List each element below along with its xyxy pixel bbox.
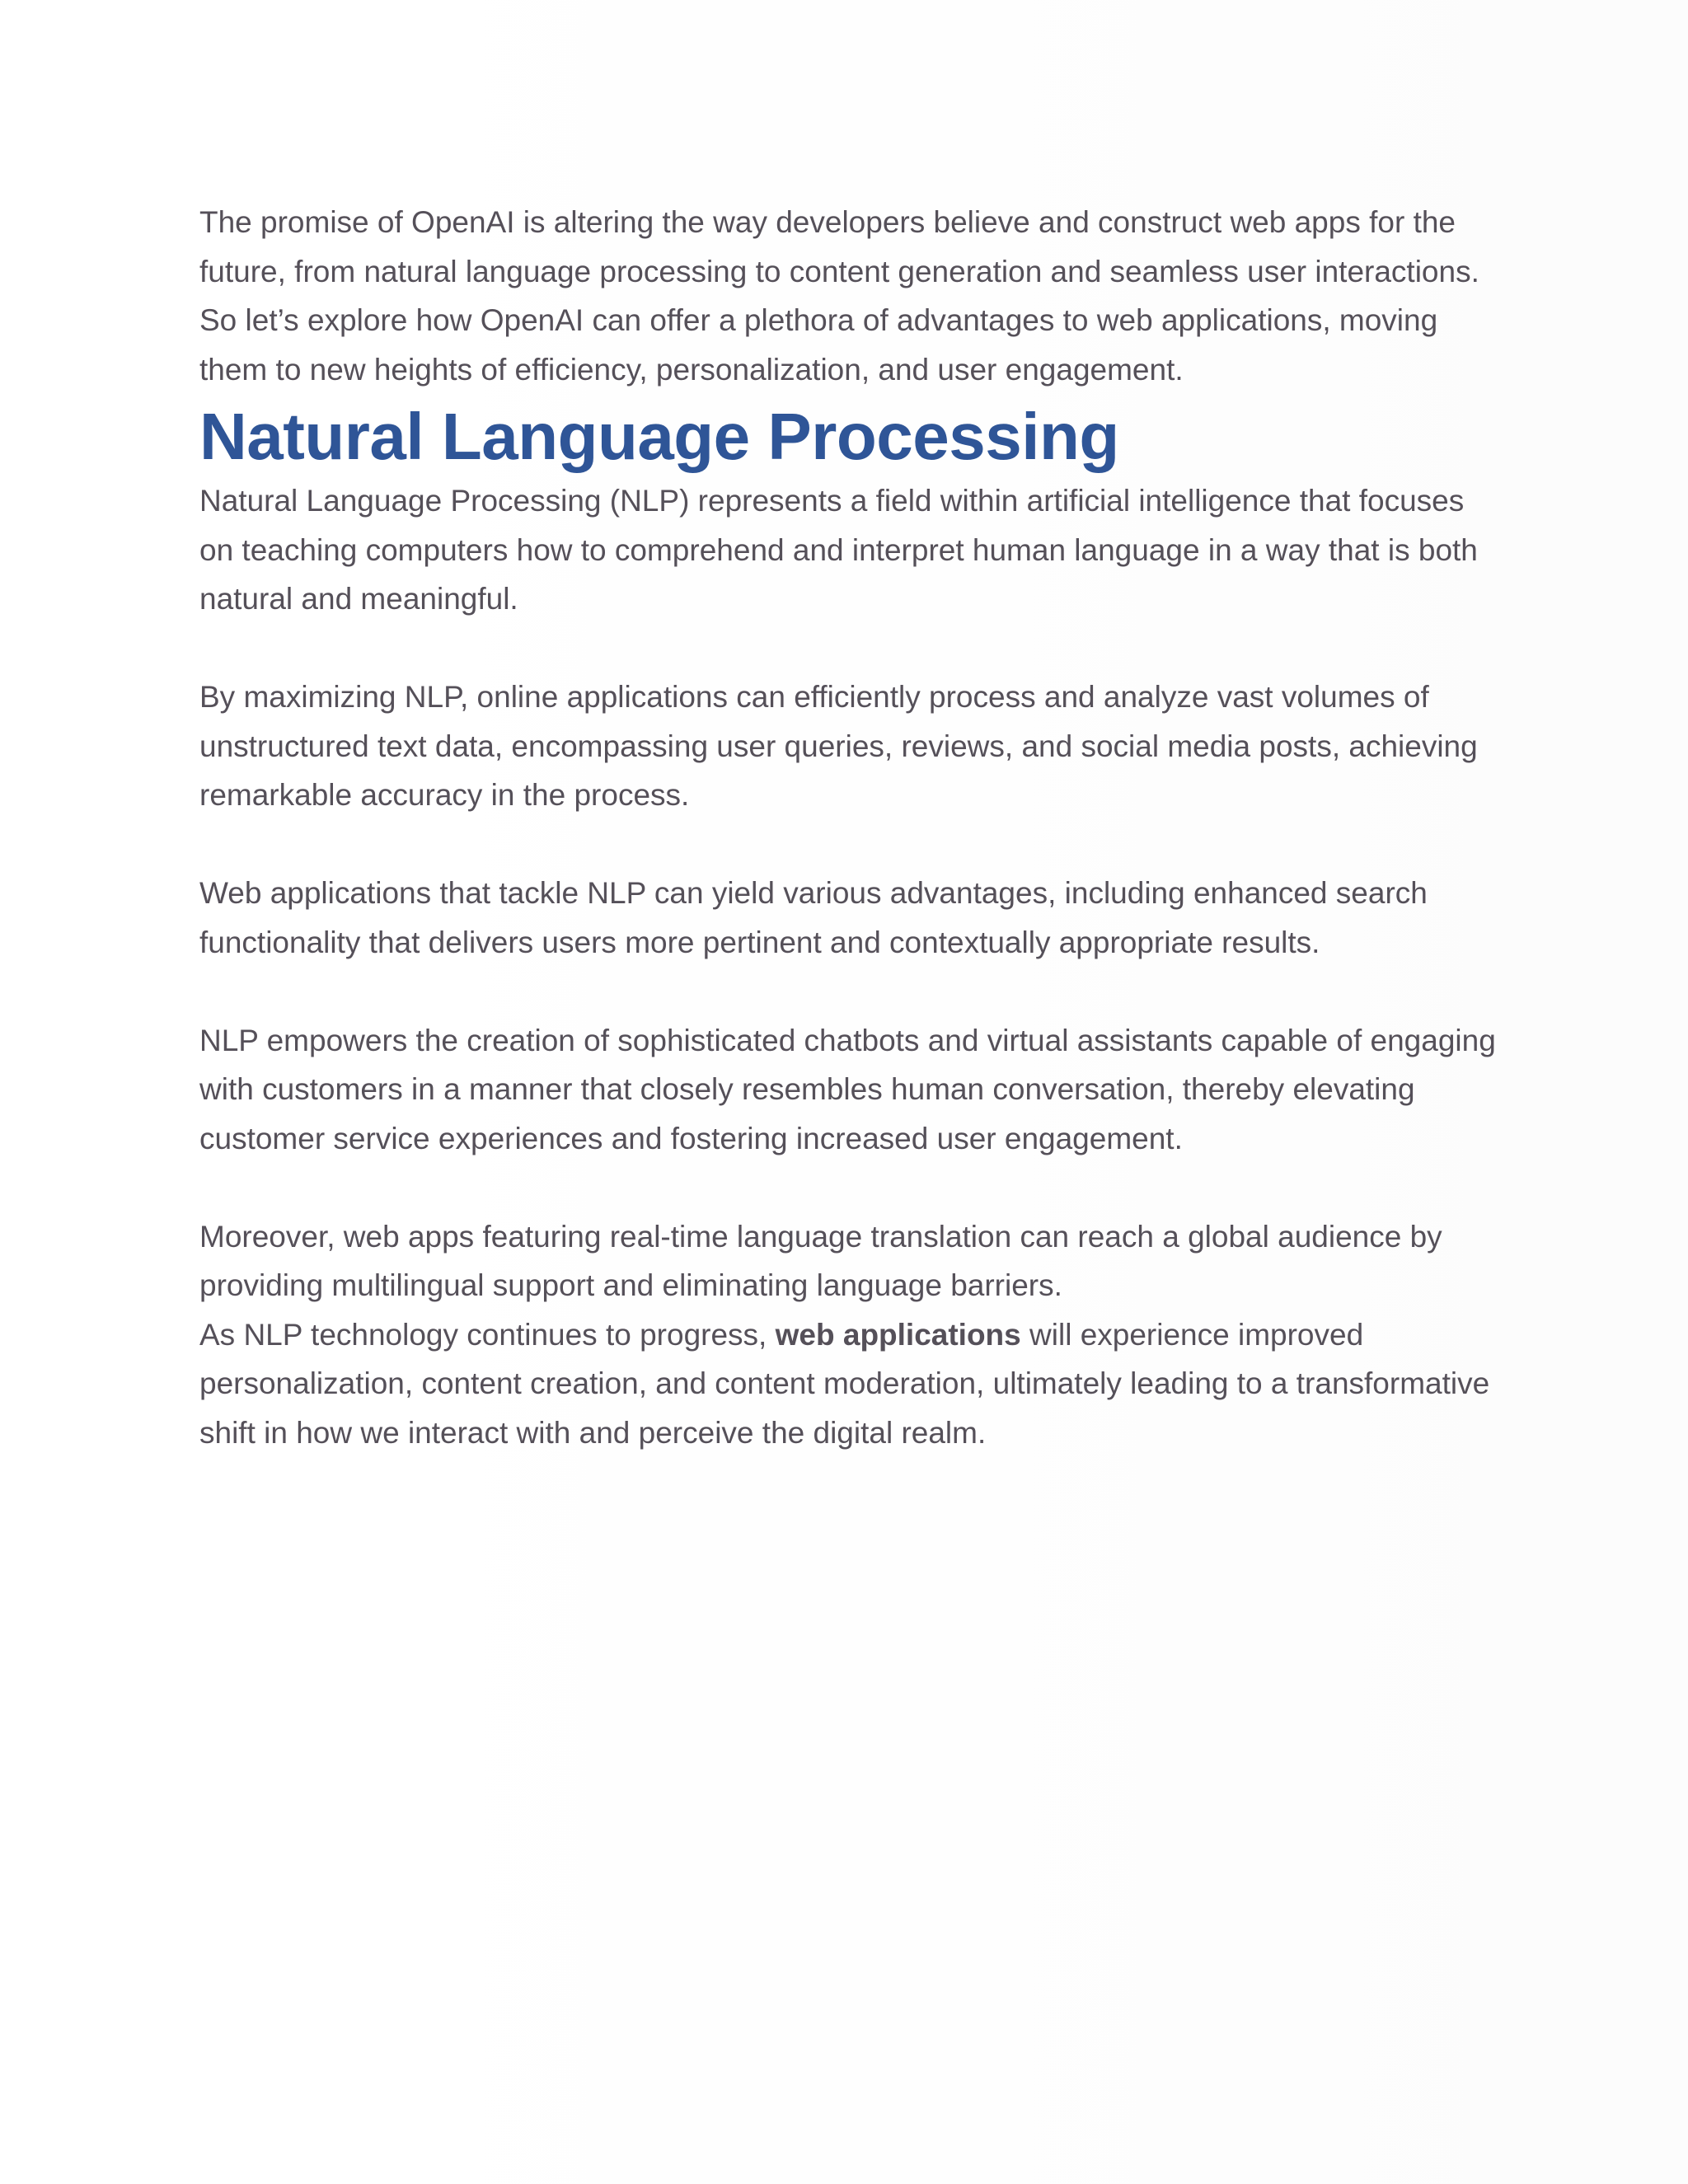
web-applications-emphasis: web applications	[775, 1317, 1021, 1352]
intro-paragraph: The promise of OpenAI is altering the way developers believe and construct web apps for the future, from natural language processing to content generation and seamless user interactions. So let’s explore how OpenAI can offer a plethora of advantages to web applications, moving them to new heights of efficiency, personalization, and user engagement.	[199, 205, 1479, 387]
closing-text-start: As NLP technology continues to progress,	[199, 1317, 776, 1352]
document-body	[199, 198, 1502, 1457]
nlp-text-data-paragraph: By maximizing NLP, online applications can efficiently process and analyze vast volumes of unstructured text data, encompassing user queries, reviews, and social media posts, achieving remarkable accuracy in the process.	[199, 680, 1478, 812]
nlp-search-paragraph: Web applications that tackle NLP can yield various advantages, including enhanced search functionality that delivers users more pertinent and contextually appropriate results.	[199, 876, 1428, 959]
nlp-closing-paragraph	[199, 1310, 1502, 1458]
section-heading: Natural Language Processing	[199, 400, 1119, 473]
closing-text-end: will experience improved personalization, content creation, and content moderation, ultimately leading to a transformative shift in how we interact with and perceive the digital realm.	[199, 1317, 1490, 1450]
nlp-definition-paragraph: Natural Language Processing (NLP) represents a field within artificial intelligence that focuses on teaching computers how to comprehend and interpret human language in a way that is both natural and meaningful.	[199, 484, 1478, 616]
nlp-chatbots-paragraph: NLP empowers the creation of sophisticated chatbots and virtual assistants capable of engaging with customers in a manner that closely resembles human conversation, thereby elevating customer service experiences and fostering increased user engagement.	[199, 1023, 1496, 1155]
nlp-translation-paragraph: Moreover, web apps featuring real-time language translation can reach a global audience by providing multilingual support and eliminating language barriers.	[199, 1219, 1442, 1302]
